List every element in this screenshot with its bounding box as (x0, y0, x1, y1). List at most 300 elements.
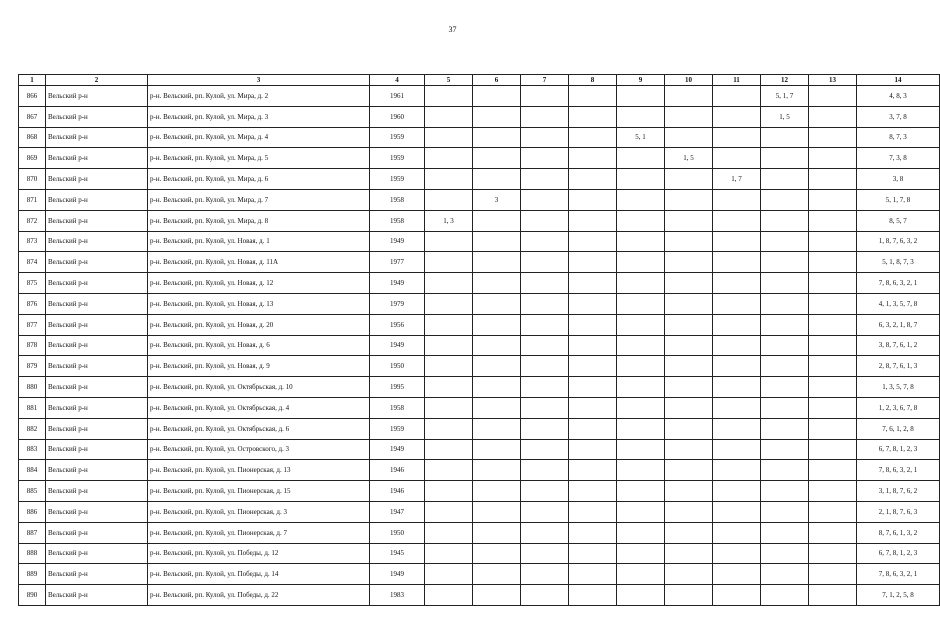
column-7-cell (521, 148, 569, 169)
table-row (19, 522, 940, 543)
column-8-cell (569, 460, 617, 481)
column-13-cell (809, 210, 857, 231)
column-6-cell (473, 106, 521, 127)
column-11-cell (713, 377, 761, 398)
column-6-cell (473, 169, 521, 190)
district-cell: Вельский р-н (46, 314, 148, 335)
column-5-cell (425, 314, 473, 335)
column-14-cell: 3, 1, 8, 7, 6, 2 (857, 481, 940, 502)
column-7-cell (521, 481, 569, 502)
column-5-cell (425, 189, 473, 210)
column-5-cell (425, 481, 473, 502)
column-12-cell: 5, 1, 7 (761, 86, 809, 107)
district-cell: Вельский р-н (46, 522, 148, 543)
column-13-cell (809, 273, 857, 294)
column-11-cell (713, 439, 761, 460)
row-number-cell: 871 (19, 189, 46, 210)
column-12-cell: 1, 5 (761, 106, 809, 127)
column-5-cell (425, 252, 473, 273)
column-12-cell (761, 314, 809, 335)
column-5-cell (425, 522, 473, 543)
column-9-cell (617, 564, 665, 585)
row-number-cell: 875 (19, 273, 46, 294)
column-13-cell (809, 501, 857, 522)
column-10-cell (665, 481, 713, 502)
column-12-cell (761, 543, 809, 564)
row-number-cell: 878 (19, 335, 46, 356)
district-cell: Вельский р-н (46, 231, 148, 252)
column-11-cell (713, 564, 761, 585)
table-row (19, 439, 940, 460)
column-14-cell: 1, 8, 7, 6, 3, 2 (857, 231, 940, 252)
address-cell: р-н. Вельский, рп. Кулой, ул. Мира, д. 6 (148, 169, 370, 190)
column-12-cell (761, 148, 809, 169)
column-13-cell (809, 397, 857, 418)
address-cell: р-н. Вельский, рп. Кулой, ул. Октябрьская, д. 10 (148, 377, 370, 398)
address-cell: р-н. Вельский, рп. Кулой, ул. Новая, д. 9 (148, 356, 370, 377)
column-8-cell (569, 356, 617, 377)
row-number-cell: 873 (19, 231, 46, 252)
column-12-cell (761, 481, 809, 502)
district-cell: Вельский р-н (46, 252, 148, 273)
column-6-cell (473, 148, 521, 169)
column-header-3: 3 (148, 75, 370, 86)
column-13-cell (809, 314, 857, 335)
column-header-7: 7 (521, 75, 569, 86)
column-8-cell (569, 148, 617, 169)
column-9-cell (617, 377, 665, 398)
column-11-cell (713, 418, 761, 439)
column-14-cell: 2, 1, 8, 7, 6, 3 (857, 501, 940, 522)
column-13-cell (809, 86, 857, 107)
row-number-cell: 868 (19, 127, 46, 148)
column-header-2: 2 (46, 75, 148, 86)
column-header-5: 5 (425, 75, 473, 86)
year-cell: 1995 (370, 377, 425, 398)
column-10-cell (665, 314, 713, 335)
column-5-cell (425, 585, 473, 606)
column-14-cell: 7, 1, 2, 5, 8 (857, 585, 940, 606)
column-10-cell (665, 564, 713, 585)
column-11-cell (713, 148, 761, 169)
column-14-cell: 6, 3, 2, 1, 8, 7 (857, 314, 940, 335)
address-cell: р-н. Вельский, рп. Кулой, ул. Октябрьская, д. 4 (148, 397, 370, 418)
row-number-cell: 872 (19, 210, 46, 231)
column-13-cell (809, 585, 857, 606)
column-12-cell (761, 460, 809, 481)
column-8-cell (569, 314, 617, 335)
year-cell: 1949 (370, 231, 425, 252)
address-cell: р-н. Вельский, рп. Кулой, ул. Мира, д. 8 (148, 210, 370, 231)
table-row (19, 252, 940, 273)
column-14-cell: 7, 6, 1, 2, 8 (857, 418, 940, 439)
year-cell: 1950 (370, 522, 425, 543)
column-12-cell (761, 585, 809, 606)
column-9-cell (617, 397, 665, 418)
column-10-cell (665, 169, 713, 190)
column-13-cell (809, 106, 857, 127)
column-8-cell (569, 522, 617, 543)
column-12-cell (761, 127, 809, 148)
column-6-cell (473, 585, 521, 606)
column-6-cell (473, 293, 521, 314)
row-number-cell: 888 (19, 543, 46, 564)
column-9-cell (617, 501, 665, 522)
address-cell: р-н. Вельский, рп. Кулой, ул. Новая, д. 1 (148, 231, 370, 252)
table-row (19, 460, 940, 481)
column-8-cell (569, 210, 617, 231)
column-header-9: 9 (617, 75, 665, 86)
address-cell: р-н. Вельский, рп. Кулой, ул. Мира, д. 3 (148, 106, 370, 127)
column-9-cell (617, 335, 665, 356)
column-8-cell (569, 439, 617, 460)
column-8-cell (569, 397, 617, 418)
column-7-cell (521, 501, 569, 522)
column-10-cell (665, 397, 713, 418)
district-cell: Вельский р-н (46, 169, 148, 190)
column-5-cell (425, 106, 473, 127)
column-11-cell (713, 522, 761, 543)
column-10-cell (665, 293, 713, 314)
year-cell: 1950 (370, 356, 425, 377)
column-12-cell (761, 522, 809, 543)
year-cell: 1958 (370, 397, 425, 418)
row-number-cell: 866 (19, 86, 46, 107)
column-11-cell (713, 501, 761, 522)
district-cell: Вельский р-н (46, 335, 148, 356)
table-row (19, 210, 940, 231)
district-cell: Вельский р-н (46, 127, 148, 148)
table-row (19, 314, 940, 335)
row-number-cell: 877 (19, 314, 46, 335)
year-cell: 1946 (370, 460, 425, 481)
column-13-cell (809, 481, 857, 502)
column-5-cell (425, 148, 473, 169)
row-number-cell: 867 (19, 106, 46, 127)
column-12-cell (761, 293, 809, 314)
year-cell: 1960 (370, 106, 425, 127)
column-14-cell: 5, 1, 7, 8 (857, 189, 940, 210)
column-12-cell (761, 501, 809, 522)
column-5-cell (425, 335, 473, 356)
table-row (19, 377, 940, 398)
column-6-cell (473, 522, 521, 543)
row-number-cell: 887 (19, 522, 46, 543)
district-cell: Вельский р-н (46, 543, 148, 564)
column-8-cell (569, 543, 617, 564)
column-5-cell (425, 127, 473, 148)
column-12-cell (761, 377, 809, 398)
column-9-cell (617, 189, 665, 210)
column-12-cell (761, 356, 809, 377)
column-14-cell: 3, 8, 7, 6, 1, 2 (857, 335, 940, 356)
column-9-cell: 5, 1 (617, 127, 665, 148)
column-14-cell: 7, 8, 6, 3, 2, 1 (857, 460, 940, 481)
address-cell: р-н. Вельский, рп. Кулой, ул. Мира, д. 2 (148, 86, 370, 107)
row-number-cell: 889 (19, 564, 46, 585)
table-row (19, 148, 940, 169)
district-cell: Вельский р-н (46, 356, 148, 377)
year-cell: 1947 (370, 501, 425, 522)
column-header-4: 4 (370, 75, 425, 86)
column-10-cell: 1, 5 (665, 148, 713, 169)
column-14-cell: 6, 7, 8, 1, 2, 3 (857, 543, 940, 564)
column-13-cell (809, 356, 857, 377)
column-header-6: 6 (473, 75, 521, 86)
table-row (19, 481, 940, 502)
column-8-cell (569, 106, 617, 127)
table-row (19, 418, 940, 439)
column-10-cell (665, 210, 713, 231)
column-11-cell (713, 335, 761, 356)
year-cell: 1983 (370, 585, 425, 606)
column-5-cell (425, 418, 473, 439)
column-10-cell (665, 377, 713, 398)
column-6-cell (473, 564, 521, 585)
address-cell: р-н. Вельский, рп. Кулой, ул. Пионерская, д. 7 (148, 522, 370, 543)
column-7-cell (521, 127, 569, 148)
column-11-cell (713, 543, 761, 564)
column-10-cell (665, 460, 713, 481)
column-11-cell (713, 293, 761, 314)
address-cell: р-н. Вельский, рп. Кулой, ул. Новая, д. 6 (148, 335, 370, 356)
year-cell: 1979 (370, 293, 425, 314)
district-cell: Вельский р-н (46, 210, 148, 231)
column-7-cell (521, 106, 569, 127)
column-8-cell (569, 585, 617, 606)
column-6-cell (473, 127, 521, 148)
column-12-cell (761, 189, 809, 210)
table-row (19, 86, 940, 107)
column-7-cell (521, 335, 569, 356)
page-number: 37 (448, 25, 457, 34)
column-13-cell (809, 252, 857, 273)
column-9-cell (617, 460, 665, 481)
column-7-cell (521, 210, 569, 231)
year-cell: 1977 (370, 252, 425, 273)
column-10-cell (665, 501, 713, 522)
column-6-cell (473, 314, 521, 335)
column-10-cell (665, 439, 713, 460)
table-row (19, 106, 940, 127)
address-cell: р-н. Вельский, рп. Кулой, ул. Пионерская, д. 3 (148, 501, 370, 522)
year-cell: 1958 (370, 210, 425, 231)
column-8-cell (569, 501, 617, 522)
column-8-cell (569, 189, 617, 210)
table-row (19, 564, 940, 585)
column-11-cell (713, 460, 761, 481)
district-cell: Вельский р-н (46, 439, 148, 460)
column-7-cell (521, 169, 569, 190)
column-5-cell (425, 377, 473, 398)
column-5-cell (425, 273, 473, 294)
address-cell: р-н. Вельский, рп. Кулой, ул. Мира, д. 5 (148, 148, 370, 169)
district-cell: Вельский р-н (46, 293, 148, 314)
column-13-cell (809, 169, 857, 190)
column-10-cell (665, 189, 713, 210)
column-7-cell (521, 356, 569, 377)
district-cell: Вельский р-н (46, 501, 148, 522)
column-5-cell (425, 397, 473, 418)
year-cell: 1959 (370, 127, 425, 148)
column-8-cell (569, 169, 617, 190)
column-7-cell (521, 252, 569, 273)
column-9-cell (617, 439, 665, 460)
column-14-cell: 7, 8, 6, 3, 2, 1 (857, 273, 940, 294)
district-cell: Вельский р-н (46, 460, 148, 481)
column-13-cell (809, 564, 857, 585)
column-6-cell (473, 397, 521, 418)
address-cell: р-н. Вельский, рп. Кулой, ул. Октябрьская, д. 6 (148, 418, 370, 439)
row-number-cell: 881 (19, 397, 46, 418)
column-5-cell (425, 169, 473, 190)
column-11-cell (713, 231, 761, 252)
column-11-cell (713, 86, 761, 107)
column-10-cell (665, 356, 713, 377)
column-13-cell (809, 377, 857, 398)
column-9-cell (617, 86, 665, 107)
column-13-cell (809, 439, 857, 460)
houses-table (18, 74, 940, 606)
column-10-cell (665, 585, 713, 606)
column-9-cell (617, 148, 665, 169)
table-row (19, 335, 940, 356)
column-11-cell (713, 356, 761, 377)
year-cell: 1949 (370, 273, 425, 294)
row-number-cell: 869 (19, 148, 46, 169)
column-12-cell (761, 418, 809, 439)
column-11-cell (713, 189, 761, 210)
column-9-cell (617, 585, 665, 606)
column-8-cell (569, 377, 617, 398)
column-11-cell (713, 127, 761, 148)
column-7-cell (521, 543, 569, 564)
address-cell: р-н. Вельский, рп. Кулой, ул. Новая, д. 13 (148, 293, 370, 314)
column-10-cell (665, 231, 713, 252)
column-6-cell (473, 377, 521, 398)
table-row (19, 543, 940, 564)
column-9-cell (617, 543, 665, 564)
column-7-cell (521, 377, 569, 398)
address-cell: р-н. Вельский, рп. Кулой, ул. Пионерская, д. 13 (148, 460, 370, 481)
column-9-cell (617, 522, 665, 543)
year-cell: 1959 (370, 418, 425, 439)
column-5-cell (425, 293, 473, 314)
column-10-cell (665, 273, 713, 294)
column-8-cell (569, 293, 617, 314)
table-row (19, 127, 940, 148)
column-11-cell (713, 481, 761, 502)
year-cell: 1959 (370, 148, 425, 169)
table-row (19, 273, 940, 294)
row-number-cell: 886 (19, 501, 46, 522)
column-9-cell (617, 252, 665, 273)
column-11-cell (713, 397, 761, 418)
column-header-12: 12 (761, 75, 809, 86)
column-14-cell: 4, 1, 3, 5, 7, 8 (857, 293, 940, 314)
column-11-cell (713, 314, 761, 335)
district-cell: Вельский р-н (46, 397, 148, 418)
column-7-cell (521, 86, 569, 107)
year-cell: 1959 (370, 169, 425, 190)
column-12-cell (761, 169, 809, 190)
column-5-cell (425, 501, 473, 522)
column-14-cell: 1, 3, 5, 7, 8 (857, 377, 940, 398)
address-cell: р-н. Вельский, рп. Кулой, ул. Победы, д. 14 (148, 564, 370, 585)
column-9-cell (617, 356, 665, 377)
table-row (19, 169, 940, 190)
column-8-cell (569, 418, 617, 439)
table-row (19, 356, 940, 377)
column-8-cell (569, 273, 617, 294)
column-6-cell (473, 439, 521, 460)
address-cell: р-н. Вельский, рп. Кулой, ул. Мира, д. 4 (148, 127, 370, 148)
column-13-cell (809, 335, 857, 356)
column-7-cell (521, 585, 569, 606)
year-cell: 1956 (370, 314, 425, 335)
column-8-cell (569, 127, 617, 148)
column-header-10: 10 (665, 75, 713, 86)
district-cell: Вельский р-н (46, 481, 148, 502)
column-9-cell (617, 418, 665, 439)
year-cell: 1958 (370, 189, 425, 210)
column-12-cell (761, 564, 809, 585)
column-6-cell (473, 543, 521, 564)
column-13-cell (809, 460, 857, 481)
column-7-cell (521, 564, 569, 585)
column-8-cell (569, 252, 617, 273)
row-number-cell: 874 (19, 252, 46, 273)
column-6-cell (473, 273, 521, 294)
table-row (19, 293, 940, 314)
column-6-cell (473, 335, 521, 356)
column-14-cell: 7, 8, 6, 3, 2, 1 (857, 564, 940, 585)
year-cell: 1949 (370, 439, 425, 460)
column-6-cell (473, 356, 521, 377)
column-11-cell (713, 252, 761, 273)
district-cell: Вельский р-н (46, 273, 148, 294)
year-cell: 1945 (370, 543, 425, 564)
column-8-cell (569, 481, 617, 502)
row-number-cell: 885 (19, 481, 46, 502)
column-11-cell (713, 106, 761, 127)
column-7-cell (521, 522, 569, 543)
column-12-cell (761, 273, 809, 294)
row-number-cell: 884 (19, 460, 46, 481)
table-row (19, 585, 940, 606)
column-7-cell (521, 397, 569, 418)
column-13-cell (809, 418, 857, 439)
column-14-cell: 7, 3, 8 (857, 148, 940, 169)
district-cell: Вельский р-н (46, 189, 148, 210)
column-6-cell: 3 (473, 189, 521, 210)
address-cell: р-н. Вельский, рп. Кулой, ул. Победы, д. 22 (148, 585, 370, 606)
column-12-cell (761, 231, 809, 252)
column-7-cell (521, 293, 569, 314)
column-7-cell (521, 460, 569, 481)
column-14-cell: 4, 8, 3 (857, 86, 940, 107)
column-7-cell (521, 418, 569, 439)
column-13-cell (809, 189, 857, 210)
column-8-cell (569, 335, 617, 356)
row-number-cell: 880 (19, 377, 46, 398)
column-9-cell (617, 314, 665, 335)
column-9-cell (617, 210, 665, 231)
row-number-cell: 876 (19, 293, 46, 314)
column-11-cell (713, 273, 761, 294)
table-row (19, 397, 940, 418)
row-number-cell: 870 (19, 169, 46, 190)
